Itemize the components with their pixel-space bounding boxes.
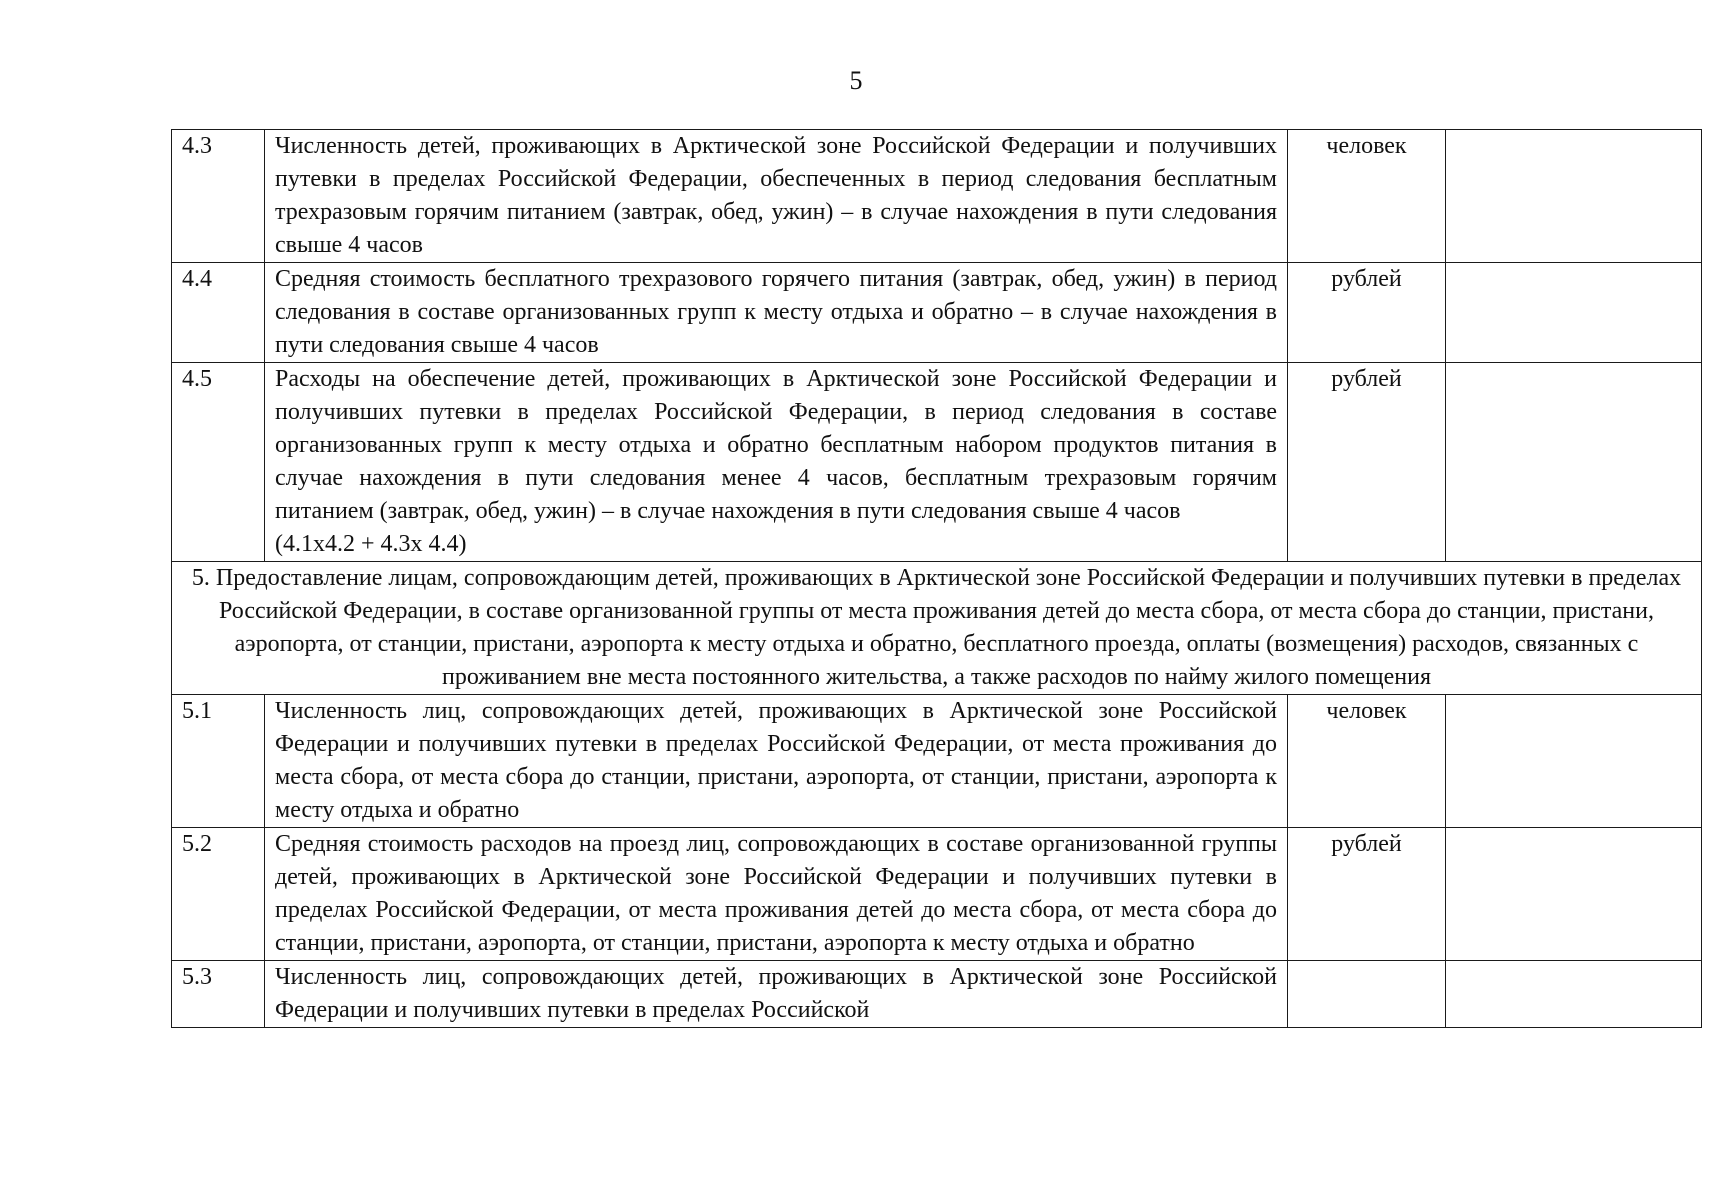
table-row	[172, 828, 1702, 961]
row-value	[1446, 828, 1702, 961]
section-5-heading: 5. Предоставление лицам, сопровождающим детей, проживающих в Арктической зоне Российской Федерации и получивших путевки в пределах Российской Федерации, в составе организованной группы от места проживания детей до места сбора, от места сбора до станции, пристани, аэропорта, от станции, пристани, аэропорта к месту отдыха и обратно, бесплатного проезда, оплаты (возмещения) расходов, связанных с проживанием вне места постоянного жительства, а также расходов по найму жилого помещения	[172, 562, 1702, 695]
table-row	[172, 263, 1702, 363]
row-unit: рублей	[1288, 363, 1446, 562]
table-row	[172, 695, 1702, 828]
row-description: Средняя стоимость расходов на проезд лиц, сопровождающих в составе организованной группы детей, проживающих в Арктической зоне Российской Федерации и получивших путевки в пределах Российской Федерации, от места проживания детей до места сбора, от места сбора до станции, пристани, аэропорта, от станции, пристани, аэропорта к месту отдыха и обратно	[265, 828, 1288, 961]
row-value	[1446, 130, 1702, 263]
row-number: 5.1	[172, 695, 265, 828]
row-unit	[1288, 961, 1446, 1028]
row-description: Средняя стоимость бесплатного трехразового горячего питания (завтрак, обед, ужин) в период следования в составе организованных групп к месту отдыха и обратно – в случае нахождения в пути следования свыше 4 часов	[265, 263, 1288, 363]
row-unit: человек	[1288, 695, 1446, 828]
row-value	[1446, 961, 1702, 1028]
row-number: 5.3	[172, 961, 265, 1028]
row-description: Численность детей, проживающих в Арктической зоне Российской Федерации и получивших путевки в пределах Российской Федерации, обеспеченных в период следования бесплатным трехразовым горячим питанием (завтрак, обед, ужин) – в случае нахождения в пути следования свыше 4 часов	[265, 130, 1288, 263]
row-number: 4.5	[172, 363, 265, 562]
row-value	[1446, 263, 1702, 363]
page-number: 5	[849, 66, 863, 95]
row-description: Расходы на обеспечение детей, проживающих в Арктической зоне Российской Федерации и получивших путевки в пределах Российской Федерации, в период следования в составе организованных групп к месту отдыха и обратно бесплатным набором продуктов питания в случае нахождения в пути следования менее 4 часов, бесплатным трехразовым горячим питанием (завтрак, обед, ужин) – в случае нахождения в пути следования свыше 4 часов	[275, 366, 1277, 524]
row-description: Численность лиц, сопровождающих детей, проживающих в Арктической зоне Российской Федерации и получивших путевки в пределах Российской Федерации, от места проживания до места сбора, от места сбора до станции, пристани, аэропорта, от станции, пристани, аэропорта к месту отдыха и обратно	[265, 695, 1288, 828]
row-formula: (4.1х4.2 + 4.3х 4.4)	[275, 531, 467, 557]
row-unit: человек	[1288, 130, 1446, 263]
row-value	[1446, 363, 1702, 562]
row-number: 4.3	[172, 130, 265, 263]
row-number: 5.2	[172, 828, 265, 961]
row-unit: рублей	[1288, 263, 1446, 363]
row-description-cell	[265, 363, 1288, 562]
row-value	[1446, 695, 1702, 828]
row-description: Численность лиц, сопровождающих детей, проживающих в Арктической зоне Российской Федерации и получивших путевки в пределах Российской	[265, 961, 1288, 1028]
table-row	[172, 130, 1702, 263]
indicators-table	[171, 129, 1702, 1028]
row-unit: рублей	[1288, 828, 1446, 961]
table-row	[172, 363, 1702, 562]
row-number: 4.4	[172, 263, 265, 363]
table-row	[172, 961, 1702, 1028]
section-heading-row	[172, 562, 1702, 695]
